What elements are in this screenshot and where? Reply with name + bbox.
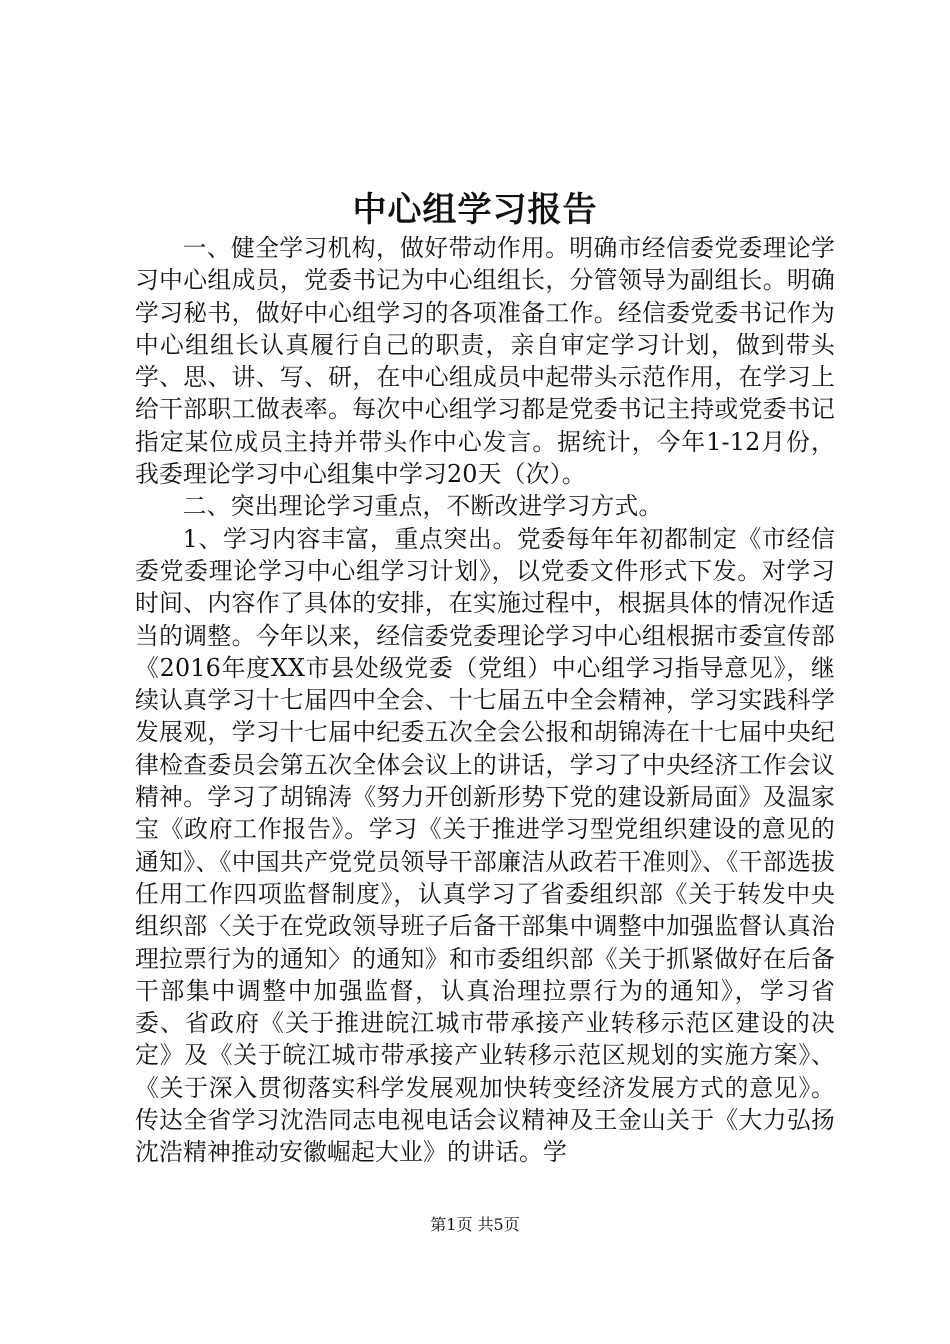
document-body <box>135 232 835 1169</box>
paragraph-theory-focus-heading: 二、突出理论学习重点，不断改进学习方式。 <box>182 492 663 521</box>
paragraph-learning-organization: 一、健全学习机构，做好带动作用。明确市经信委党委理论学习中心组成员，党委书记为中心组组长，分管领导为副组长。明确学习秘书，做好中心组学习的各项准备工作。经信委党委书记作为中心组组长认真履行自己的职责，亲自审定学习计划，做到带头学、思、讲、写、研，在中心组成员中起带头示范作用，在学习上给干部职工做表率。每次中心组学习都是党委书记主持或党委书记指定某位成员主持并带头作中心发言。据统计，今年1-12月份，我委理论学习中心组集中学习20天（次）。 <box>135 234 835 489</box>
paragraph-learning-content: 1、学习内容丰富，重点突出。党委每年年初都制定《市经信委党委理论学习中心组学习计划》，以党委文件形式下发。对学习时间、内容作了具体的安排，在实施过程中，根据具体的情况作适当的调整。今年以来，经信委党委理论学习中心组根据市委宣传部《2016年度XX市县处级党委（党组）中心组学习指导意见》，继续认真学习十七届四中全会、十七届五中全会精神，学习实践科学发展观，学习十七届中纪委五次全会公报和胡锦涛在十七届中央纪律检查委员会第五次全体会议上的讲话，学习了中央经济工作会议精神。学习了胡锦涛《努力开创新形势下党的建设新局面》及温家宝《政府工作报告》。学习《关于推进学习型党组织建设的意见的通知》、《中国共产党党员领导干部廉洁从政若干准则》、《干部选拔任用工作四项监督制度》，认真学习了省委组织部《关于转发中央组织部〈关于在党政领导班子后备干部集中调整中加强监督认真治理拉票行为的通知〉的通知》和市委组织部《关于抓紧做好在后备干部集中调整中加强监督，认真治理拉票行为的通知》，学习省委、省政府《关于推进皖江城市带承接产业转移示范区建设的决定》及《关于皖江城市带承接产业转移示范区规划的实施方案》、《关于深入贯彻落实科学发展观加快转变经济发展方式的意见》。传达全省学习沈浩同志电视电话会议精神及王金山关于《大力弘扬沈浩精神推动安徽崛起大业》的讲话。学 <box>135 524 835 1167</box>
document-title: 中心组学习报告 <box>352 190 598 230</box>
page-footer: 第1页 共5页 <box>430 1215 520 1234</box>
